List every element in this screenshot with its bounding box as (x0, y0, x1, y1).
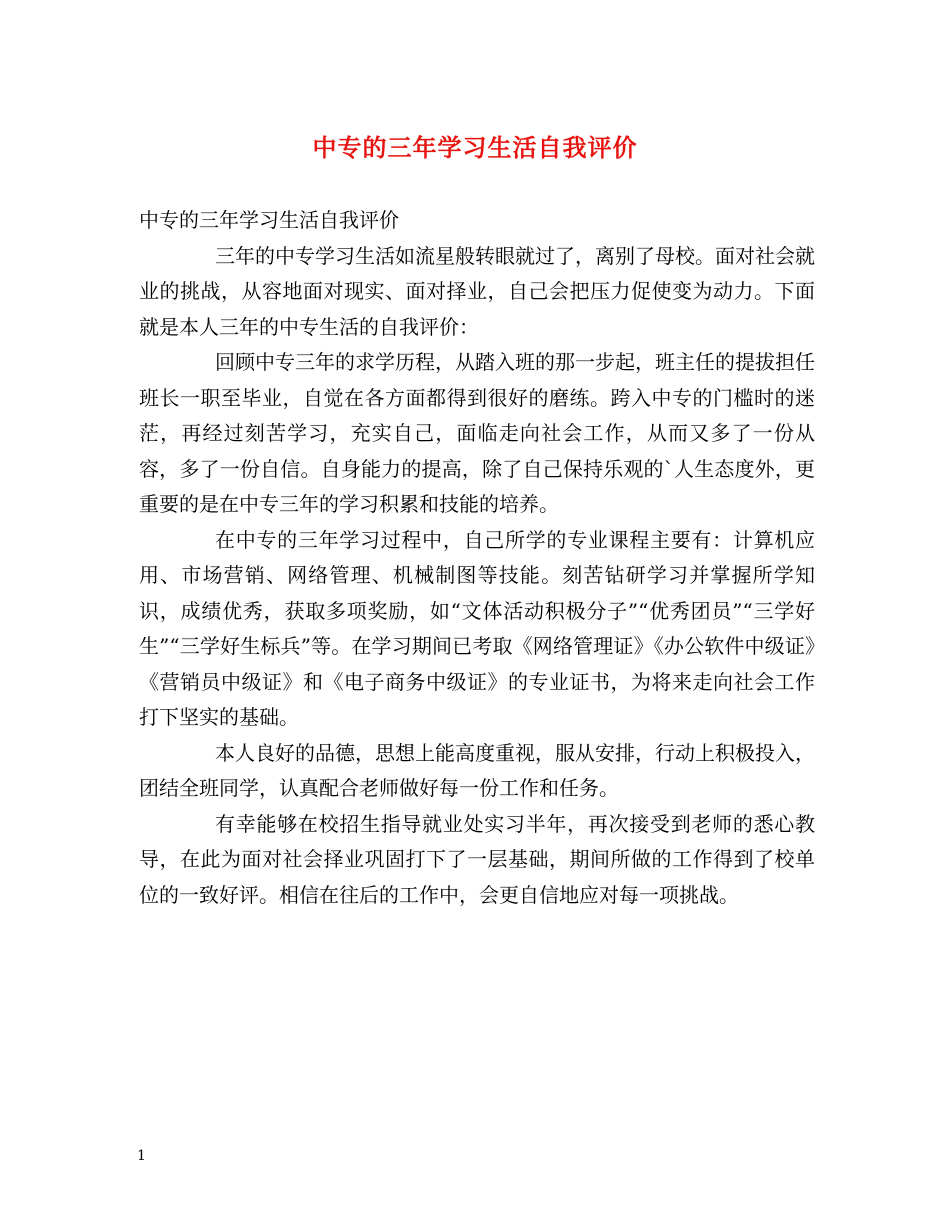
paragraph-review: 回顾中专三年的求学历程，从踏入班的那一步起，班主任的提拔担任班长一职至毕业，自觉在各方面都得到很好的磨练。跨入中专的门槛时的迷茫，再经过刻苦学习，充实自己，面临走向社会工作，从而又多了一份从容，多了一份自信。自身能力的提高，除了自己保持乐观的`人生态度外，更重要的是在中专三年的学习积累和技能的培养。 (139, 350, 815, 516)
paragraph-character: 本人良好的品德，思想上能高度重视，服从安排，行动上积极投入，团结全班同学，认真配合老师做好每一份工作和任务。 (139, 740, 815, 800)
paragraph-intro: 三年的中专学习生活如流星般转眼就过了，离别了母校。面对社会就业的挑战，从容地面对现实、面对择业，自己会把压力促使变为动力。下面就是本人三年的中专生活的自我评价： (139, 243, 815, 339)
page-number: 1 (137, 1148, 146, 1164)
paragraph-study: 在中专的三年学习过程中，自己所学的专业课程主要有：计算机应用、市场营销、网络管理、机械制图等技能。刻苦钻研学习并掌握所学知识，成绩优秀，获取多项奖励，如“文体活动积极分子”“优秀团员”“三学好生”“三学好生标兵”等。在学习期间已考取《网络管理证》《办公软件中级证》《营销员中级证》和《电子商务中级证》的专业证书，为将来走向社会工作打下坚实的基础。 (139, 527, 815, 729)
document-body (139, 203, 815, 913)
document-subtitle: 中专的三年学习生活自我评价 (139, 208, 399, 232)
paragraph-internship: 有幸能够在校招生指导就业处实习半年，再次接受到老师的悉心教导，在此为面对社会择业巩固打下了一层基础，期间所做的工作得到了校单位的一致好评。相信在往后的工作中，会更自信地应对每一项挑战。 (139, 811, 815, 907)
document-title: 中专的三年学习生活自我评价 (312, 133, 638, 162)
